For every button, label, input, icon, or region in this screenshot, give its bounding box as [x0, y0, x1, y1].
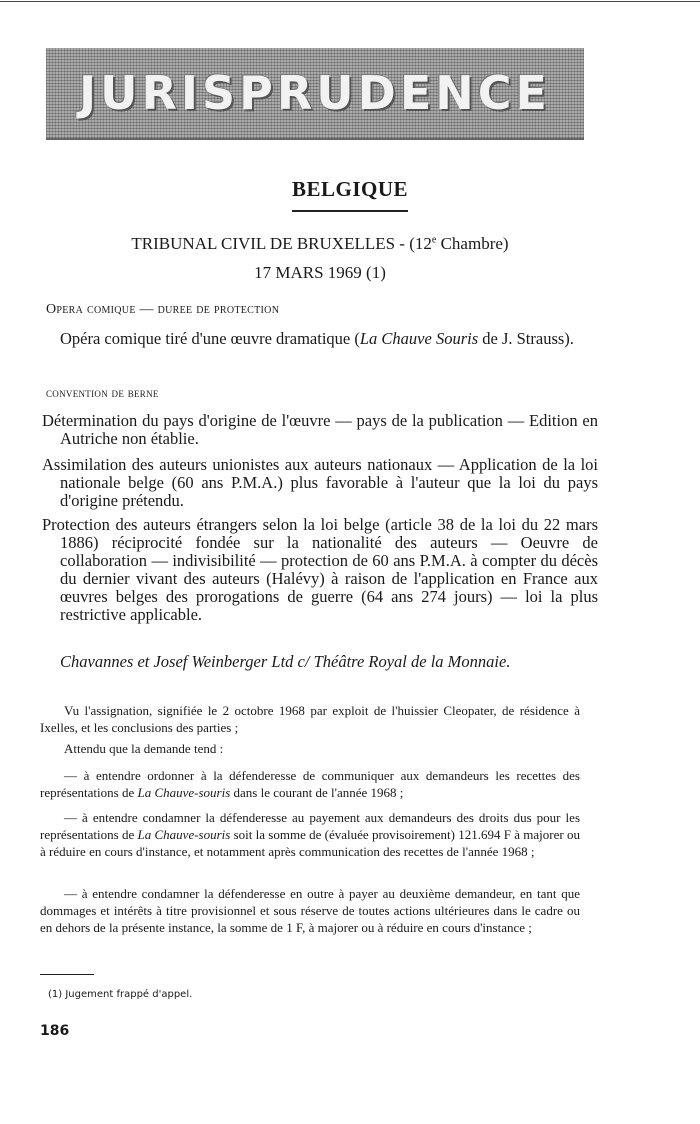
- country-heading: [0, 177, 700, 212]
- case-parties: Chavannes et Josef Weinberger Ltd c/ Théâtre Royal de la Monnaie.: [60, 652, 511, 671]
- subject-heading-berne: convention de berne: [46, 385, 159, 400]
- court-chamber: Chambre): [436, 234, 509, 253]
- footnote-rule: [40, 974, 94, 975]
- body-paragraph: — à entendre condamner la défenderesse en outre à payer au deuxième demandeur, en tant que dommages et intérêts à titre provisionnel et sous réserve de toutes actions ultérieures dans le cadre ou en dehors de la présente instance, la somme de 1 F, à majorer ou à réduire en cours d'instance ;: [40, 886, 580, 935]
- judgment-date: 17 MARS 1969 (1): [254, 263, 386, 282]
- subject-heading-opera: Opera comique — duree de protection: [46, 302, 280, 317]
- summary-opera: [60, 330, 598, 348]
- body-text: dans le courant de l'année 1968 ;: [230, 785, 404, 800]
- top-rule: [0, 1, 700, 2]
- summary-assimilation: Assimilation des auteurs unionistes aux auteurs nationaux — Application de la loi nationale belge (60 ans P.M.A.) plus favorable à l'auteur que la loi du pays d'origine prétendu.: [42, 455, 598, 510]
- body-title: La Chauve-souris: [137, 785, 231, 800]
- body-text: soit la somme de (évaluée provisoirement) 121.694 F à majorer ou à réduire en cours d'instance, et notamment après communication des recettes de l'année 1968 ;: [40, 827, 580, 859]
- body-paragraph: [40, 767, 580, 801]
- footnote: (1) Jugement frappé d'appel.: [48, 989, 193, 1000]
- summary-opera-title: La Chauve Souris: [359, 329, 479, 348]
- page-number: 186: [40, 1023, 70, 1039]
- body-paragraph: Vu l'assignation, signifiée le 2 octobre 1968 par exploit de l'huissier Cleopater, de résidence à Ixelles, et les conclusions des parties ;: [40, 703, 580, 735]
- court-name-text: TRIBUNAL CIVIL DE BRUXELLES - (12: [131, 234, 432, 253]
- summary-origin: Détermination du pays d'origine de l'œuvre — pays de la publication — Edition en Autriche non établie.: [42, 411, 598, 448]
- body-paragraph: Attendu que la demande tend :: [64, 741, 224, 756]
- summary-protection: Protection des auteurs étrangers selon la loi belge (article 38 de la loi du 22 mars 1886) réciprocité fondée sur la nationalité des auteurs — Oeuvre de collaboration — indivisibilité — protection de 60 ans P.M.A. à compter du décès du dernier vivant des auteurs (Halévy) à raison de l'application en France aux œuvres belges des prorogations de guerre (64 ans 274 jours) — loi la plus restrictive applicable.: [42, 515, 598, 624]
- court-name: [0, 234, 640, 254]
- body-text: — à entendre ordonner à la défenderesse de communiquer aux demandeurs les recettes des représentations de: [40, 768, 580, 800]
- section-banner: [46, 48, 584, 140]
- body-title: La Chauve-souris: [137, 827, 231, 842]
- summary-opera-text: Opéra comique tiré d'une œuvre dramatique (: [60, 329, 360, 348]
- court-sup: e: [431, 234, 437, 246]
- body-text: — à entendre condamner la défenderesse au payement aux demandeurs des droits dus pour les représentations de: [40, 810, 580, 842]
- banner-title: JURISPRUDENCE: [79, 66, 551, 120]
- body-paragraph: [40, 809, 580, 860]
- country-title: BELGIQUE: [292, 177, 408, 212]
- summary-opera-text-end: de J. Strauss).: [478, 329, 574, 348]
